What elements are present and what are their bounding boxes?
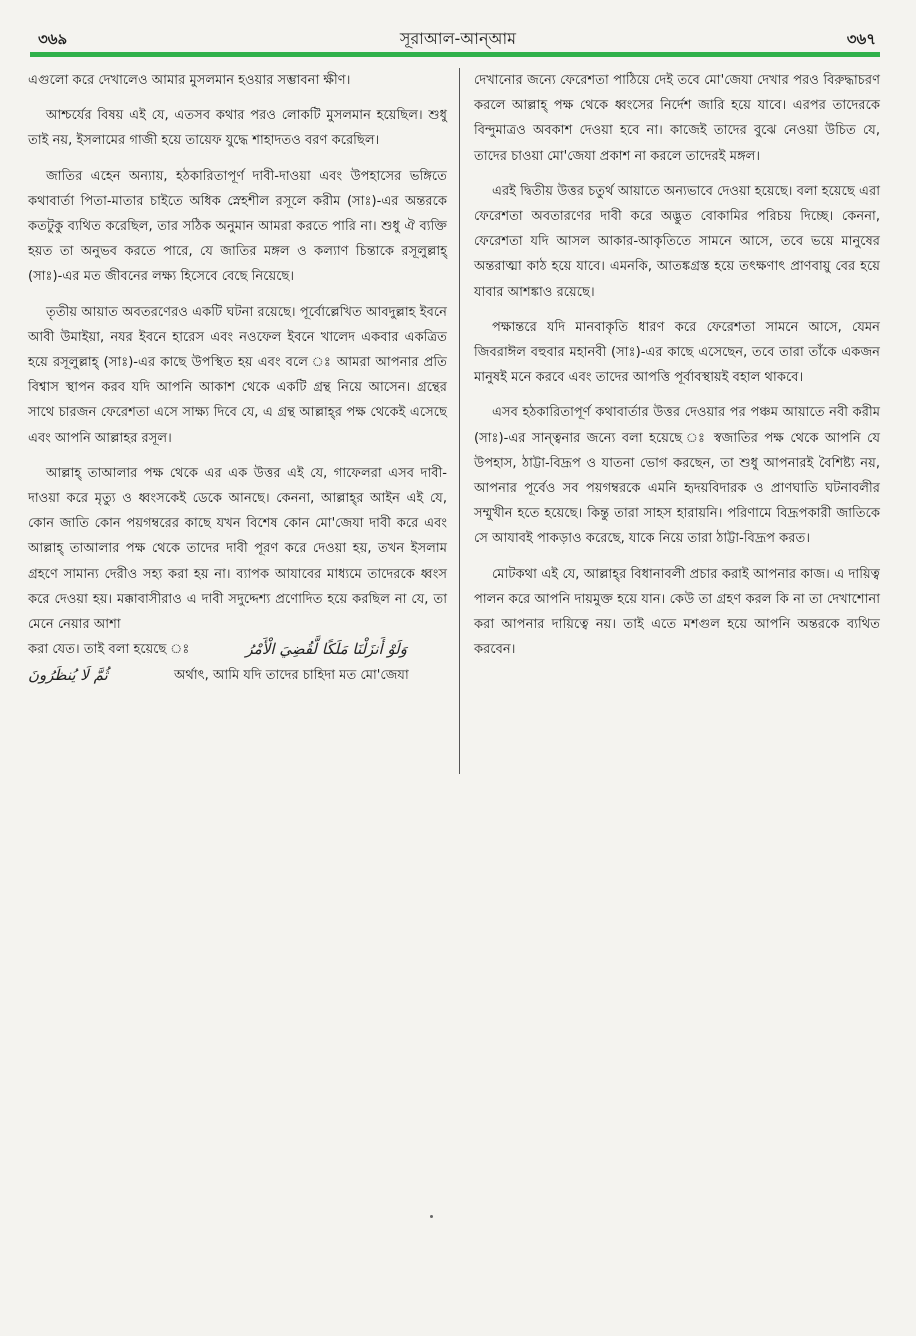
- translation-row: [28, 663, 447, 689]
- paragraph: এসব হঠকারিতাপূর্ণ কথাবার্তার উত্তর দেওয়ার পর পঞ্চম আয়াতে নবী করীম (সাঃ)-এর সান্ত্বনার জন্যে বলা হয়েছে ঃ স্বজাতির পক্ষ থেকে আপনি যে উপহাস, ঠাট্টা-বিদ্রূপ ও যাতনা ভোগ করছেন, তা শুধু আপনারই বৈশিষ্ট্য নয়, আপনার পূর্বেও সব পয়গম্বরকে এমনি হৃদয়বিদারক ও প্রাণঘাতি ঘটনাবলীর সম্মুখীন হতে হয়েছে। কিন্তু তারা সাহস হারায়নি। পরিণামে বিদ্রূপকারী জাতিকে সে আযাবই পাকড়াও করেছে, যাকে নিয়ে তারা ঠাট্টা-বিদ্রূপ করত।: [474, 405, 880, 547]
- left-column: [28, 68, 447, 689]
- paragraph: পক্ষান্তরে যদি মানবাকৃতি ধারণ করে ফেরেশতা সামনে আসে, যেমন জিবরাঈল বহুবার মহানবী (সাঃ)-এর কাছে এসেছেন, তবে তারা তাঁকে একজন মানুষই মনে করবে এবং তাদের আপত্তি পূর্বাবস্থায়ই বহাল থাকবে।: [474, 319, 880, 386]
- page-header: [0, 0, 916, 60]
- running-title: সূরাআল-আন্‌আম: [399, 29, 517, 48]
- paragraph: এরই দ্বিতীয় উত্তর চতুর্থ আয়াতে অন্যভাবে দেওয়া হয়েছে। বলা হয়েছে এরা ফেরেশতা অবতারণের দাবী করে অদ্ভুত বোকামির পরিচয় দিচ্ছে। কেননা, ফেরেশতা যদি আসল আকার-আকৃতিতে সামনে আসে, তবে ভয়ে মানুষের অন্তরাত্মা কাঠ হয়ে যাবে। এমনকি, আতঙ্কগ্রস্ত হয়ে তৎক্ষণাৎ প্রাণবায়ু বের হয়ে যাবার আশঙ্কাও রয়েছে।: [474, 183, 880, 300]
- right-column: [474, 68, 880, 672]
- paragraph: মোটকথা এই যে, আল্লাহ্‌র বিধানাবলী প্রচার করাই আপনার কাজ। এ দায়িত্ব পালন করে আপনি দায়মুক্ত হয়ে যান। কেউ তা গ্রহণ করল কি না তা দেখাশোনা করা আপনার দায়িত্বে নয়। তাই এতে মশগুল হয়ে আপনি অন্তরকে ব্যথিত করবেন।: [474, 566, 880, 658]
- paragraph: আশ্চর্যের বিষয় এই যে, এতসব কথার পরও লোকটি মুসলমান হয়েছিল। শুধু তাই নয়, ইসলামের গাজী হয়ে তায়েফ যুদ্ধে শাহাদতও বরণ করেছিল।: [28, 108, 447, 149]
- translation-text: অর্থাৎ, আমি যদি তাদের চাহিদা মত মো'জেযা: [174, 668, 409, 684]
- arabic-verse-part-1: وَلَوْ أَنزَلْنَا مَلَكًا لَّقُضِيَ الْأَمْرُ: [245, 640, 407, 659]
- verse-row: [28, 637, 447, 663]
- print-speck: [430, 1215, 433, 1218]
- paragraph: এগুলো করে দেখালেও আমার মুসলমান হওয়ার সম্ভাবনা ক্ষীণ।: [28, 73, 351, 88]
- header-rule: [30, 52, 880, 57]
- paragraph: জাতির এহেন অন্যায়, হঠকারিতাপূর্ণ দাবী-দাওয়া এবং উপহাসের ভঙ্গিতে কথাবার্তা পিতা-মাতার চাইতে অধিক স্নেহশীল রসূলে করীম (সাঃ)-এর অন্তরকে কতটুকু ব্যথিত করেছিল, তার সঠিক অনুমান আমরা করতে পারি না। শুধু ঐ ব্যক্তি হয়ত তা অনুভব করতে পারে, যে জাতির মঙ্গল ও কল্যাণ চিন্তাকে রসূলুল্লাহ্ (সাঃ)-এর মত জীবনের লক্ষ্য হিসেবে বেছে নিয়েছে।: [28, 168, 447, 285]
- column-divider: [459, 68, 460, 774]
- page-number-left: ৩৬৯: [38, 30, 68, 48]
- verse-intro: করা যেত। তাই বলা হয়েছে ঃ: [28, 642, 190, 658]
- paragraph: তৃতীয় আয়াত অবতরণেরও একটি ঘটনা রয়েছে। পূর্বোল্লেখিত আবদুল্লাহ ইবনে আবী উমাইয়া, নযর ইবনে হারেস এবং নওফেল ইবনে খালেদ একবার একত্রিত হয়ে রসূলুল্লাহ্ (সাঃ)-এর কাছে উপস্থিত হয় এবং বলে ঃ আমরা আপনার প্রতি বিশ্বাস স্থাপন করব যদি আপনি আকাশ থেকে একটি গ্রন্থ নিয়ে আসেন। গ্রন্থের সাথে চারজন ফেরেশতা এসে সাক্ষ্য দিবে যে, এ গ্রন্থ আল্লাহ্‌র পক্ষ থেকেই এসেছে এবং আপনি আল্লাহর রসূল।: [28, 304, 447, 446]
- page-number-right: ৩৬৭: [846, 30, 876, 48]
- arabic-verse-part-2: ثُمَّ لَا يُنظَرُونَ: [28, 666, 108, 685]
- paragraph: দেখানোর জন্যে ফেরেশতা পাঠিয়ে দেই তবে মো'জেযা দেখার পরও বিরুদ্ধাচরণ করলে আল্লাহ্ পক্ষ থেকে ধ্বংসের নির্দেশ জারি হয়ে যাবে। এরপর তাদেরকে বিন্দুমাত্রও অবকাশ দেওয়া হবে না। কাজেই তাদের বুঝে নেওয়া উচিত যে, তাদের চাওয়া মো'জেযা প্রকাশ না করলে তাদেরই মঙ্গল।: [474, 73, 880, 164]
- paragraph: আল্লাহ্ তাআলার পক্ষ থেকে এর এক উত্তর এই যে, গাফেলরা এসব দাবী-দাওয়া করে মৃত্যু ও ধ্বংসকেই ডেকে আনছে। কেননা, আল্লাহ্‌র আইন এই যে, কোন জাতি কোন পয়গম্বরের কাছে যখন বিশেষ কোন মো'জেযা দাবী করে এবং আল্লাহ্ তাআলার পক্ষ থেকে তাদের দাবী পূরণ করে দেওয়া হয়, তখন ইসলাম গ্রহণে সামান্য দেরীও সহ্য করা হয় না। ব্যাপক আযাবের মাধ্যমে তাদেরকে ধ্বংস করে দেওয়া হয়। মক্কাবাসীরাও এ দাবী সদুদ্দেশ্য প্রণোদিত হয়ে করছিল না যে, তা মেনে নেয়ার আশা: [28, 465, 447, 633]
